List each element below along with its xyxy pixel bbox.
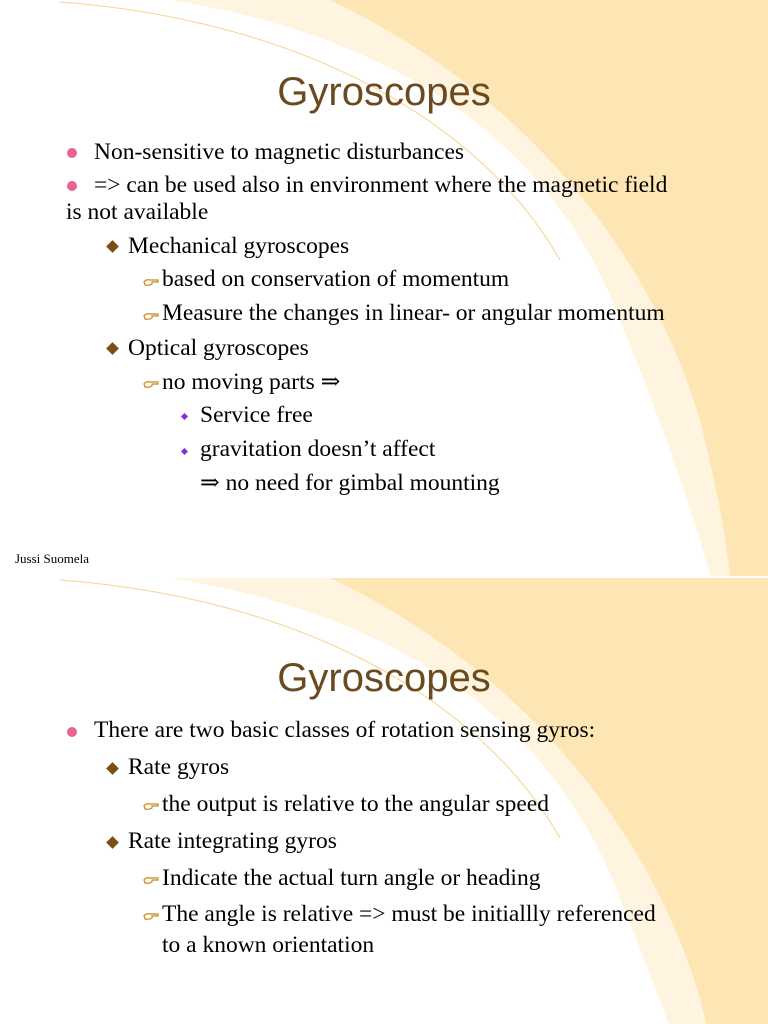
sub-sub-bullet-text: The angle is relative => must be initiallly referenced — [162, 901, 656, 927]
level4-bullet-text: gravitation doesn’t affect — [200, 436, 436, 462]
sub-bullet-text: Mechanical gyroscopes — [128, 233, 350, 259]
pointing-hand-icon — [143, 277, 159, 287]
slide-title: Gyroscopes — [277, 656, 491, 700]
level4-bullet-continuation: ⇒ no need for gimbal mounting — [200, 470, 500, 496]
slide-title: Gyroscopes — [277, 70, 491, 114]
slide-2 — [0, 578, 768, 1024]
level4-bullet-text: Service free — [200, 402, 313, 428]
circle-bullet-icon — [67, 181, 77, 191]
sub-sub-bullet-text: no moving parts ⇒ — [162, 369, 341, 395]
sub-sub-bullet-text: based on conservation of momentum — [162, 266, 510, 292]
sub-sub-bullet-continuation: to a known orientation — [162, 932, 375, 958]
circle-bullet-icon — [67, 727, 77, 737]
pointing-hand-icon — [143, 801, 159, 811]
sub-sub-bullet-text: Measure the changes in linear- or angular momentum — [162, 300, 665, 326]
circle-bullet-icon — [67, 148, 77, 158]
sub-bullet-text: Rate gyros — [128, 754, 230, 780]
pointing-hand-icon — [143, 311, 159, 321]
bullet-text: Non-sensitive to magnetic disturbances — [94, 139, 465, 165]
bullet-text: => can be used also in environment where the magnetic field — [94, 172, 668, 198]
sub-sub-bullet-text: Indicate the actual turn angle or heading — [162, 865, 541, 891]
sub-sub-bullet-text: the output is relative to the angular speed — [162, 791, 549, 817]
footer-author: Jussi Suomela — [15, 551, 90, 566]
sub-bullet-text: Rate integrating gyros — [128, 828, 337, 854]
pointing-hand-icon — [143, 911, 159, 921]
sub-bullet-text: Optical gyroscopes — [128, 335, 309, 361]
bullet-text: There are two basic classes of rotation sensing gyros: — [94, 717, 596, 743]
pointing-hand-icon — [143, 875, 159, 885]
pointing-hand-icon — [143, 379, 159, 389]
bullet-text-continuation: is not available — [66, 199, 209, 225]
